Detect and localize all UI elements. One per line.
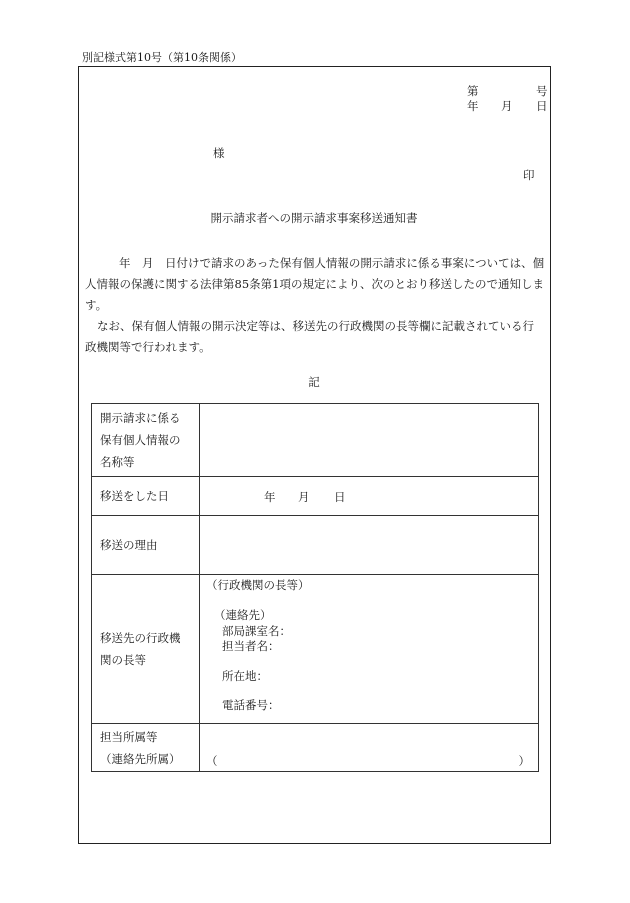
number-dai: 第 [467,84,479,98]
body-paragraph-2: なお、保有個人情報の開示決定等は、移送先の行政機関の長等欄に記載されている行政機関等で行われます。 [85,319,534,354]
form-number-label: 別記様式第10号（第10条関係） [82,51,242,64]
details-table [91,403,539,772]
contact-caption: （連絡先） [214,608,272,622]
paren-close: ） [518,754,530,768]
dept-name-field: 部局課室名： [222,624,291,638]
table-row [92,724,539,772]
notice-form [78,66,551,844]
request-info-name-label: 開示請求に係る保有個人情報の名称等 [92,404,200,477]
addressee-sama: 様 [213,146,225,160]
transfer-date-year: 年 [264,490,276,504]
paren-open: （ [206,754,218,768]
date-month: 月 [501,99,513,113]
destination-head-value[interactable] [200,575,539,724]
person-name-field: 担当者名： [222,639,280,653]
seal-mark: 印 [523,168,535,182]
table-row [92,516,539,575]
request-info-name-value[interactable] [200,404,539,477]
transfer-date-value[interactable] [200,477,539,516]
address-field: 所在地： [222,669,268,683]
transfer-date-day: 日 [334,490,346,504]
transfer-reason-label: 移送の理由 [92,516,200,575]
table-row [92,404,539,477]
ki-heading: 記 [308,375,320,389]
contact-dept-label-2: （連絡先所属） [100,751,181,766]
date-day: 日 [536,99,548,113]
table-row [92,477,539,516]
destination-head-label: 移送先の行政機関の長等 [92,575,200,724]
date-year: 年 [467,99,479,113]
transfer-reason-value[interactable] [200,516,539,575]
body-paragraph-1: 年 月 日付けで請求のあった保有個人情報の開示請求に係る事案については、個人情報の保護に関する法律第85条第1項の規定により、次のとおり移送したので通知します。 [85,256,545,312]
contact-dept-value[interactable] [200,724,539,772]
phone-field: 電話番号： [222,698,280,712]
number-go: 号 [536,84,548,98]
destination-head-caption: （行政機関の長等） [206,578,310,592]
body-text [85,253,545,358]
contact-dept-label-1: 担当所属等 [100,729,158,744]
document-title: 開示請求者への開示請求事案移送通知書 [210,211,418,225]
transfer-date-label: 移送をした日 [92,477,200,516]
table-row [92,575,539,724]
contact-dept-label [92,724,200,772]
transfer-date-month: 月 [298,490,310,504]
